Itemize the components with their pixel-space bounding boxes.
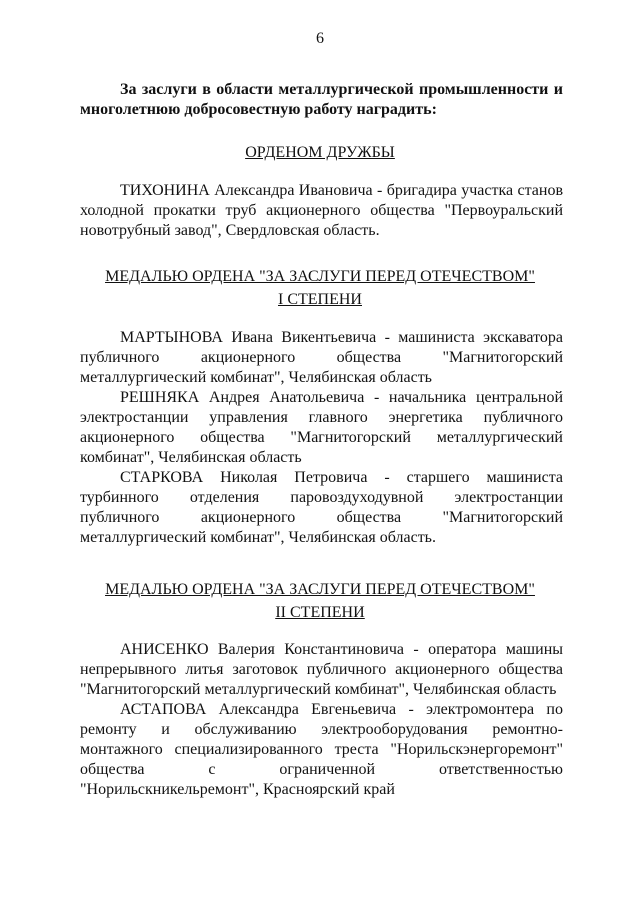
awardee-entry: МАРТЫНОВА Ивана Викентьевича - машиниста экскаватора публичного акционерного общества "Магнитогорский металлургический комбинат", Челябинская область — [80, 329, 563, 386]
awardee-entry: АСТАПОВА Александра Евгеньевича - электромонтера по ремонту и обслуживанию электрооборудования ремонтно-монтажного специализированного треста "Норильскэнергоремонт" общества с ограниченной ответственностью "Норильскникельремонт", Красноярский край — [80, 701, 563, 798]
awardee-list-medal-2nd-degree — [80, 640, 563, 800]
heading-line: II СТЕПЕНИ — [275, 604, 365, 621]
heading-line: I СТЕПЕНИ — [278, 291, 362, 308]
awardee-entry: РЕШНЯКА Андрея Анатольевича - начальника центральной электростанции управления главного энергетика публичного акционерного общества "Магнитогорский металлургический комбинат", Челябинская область — [80, 389, 563, 466]
award-intro-text: За заслуги в области металлургической промышленности и многолетнюю добросовестную работу наградить: — [80, 81, 563, 118]
heading-line: МЕДАЛЬЮ ОРДЕНА "ЗА ЗАСЛУГИ ПЕРЕД ОТЕЧЕСТВОМ" — [105, 268, 535, 285]
award-heading-medal-1st-degree — [40, 265, 600, 311]
heading-line: ОРДЕНОМ ДРУЖБЫ — [245, 144, 395, 161]
awardee-entry: ТИХОНИНА Александра Ивановича - бригадира участка станов холодной прокатки труб акционерного общества "Первоуральский новотрубный завод", Свердловская область. — [80, 182, 563, 239]
awardee-entry: АНИСЕНКО Валерия Константиновича - оператора машины непрерывного литья заготовок публичного акционерного общества "Магнитогорский металлургический комбинат", Челябинская область — [80, 641, 563, 698]
heading-line: МЕДАЛЬЮ ОРДЕНА "ЗА ЗАСЛУГИ ПЕРЕД ОТЕЧЕСТВОМ" — [105, 581, 535, 598]
awardee-entry: СТАРКОВА Николая Петровича - старшего машиниста турбинного отделения паровоздуходувной электростанции публичного акционерного общества "Магнитогорский металлургический комбинат", Челябинская область. — [80, 469, 563, 546]
award-intro — [80, 80, 563, 120]
award-heading-medal-2nd-degree — [40, 578, 600, 624]
page-number: 6 — [316, 30, 324, 47]
award-heading-order-of-friendship — [40, 141, 600, 164]
awardee-list-order-of-friendship — [80, 181, 563, 241]
awardee-list-medal-1st-degree — [80, 328, 563, 548]
